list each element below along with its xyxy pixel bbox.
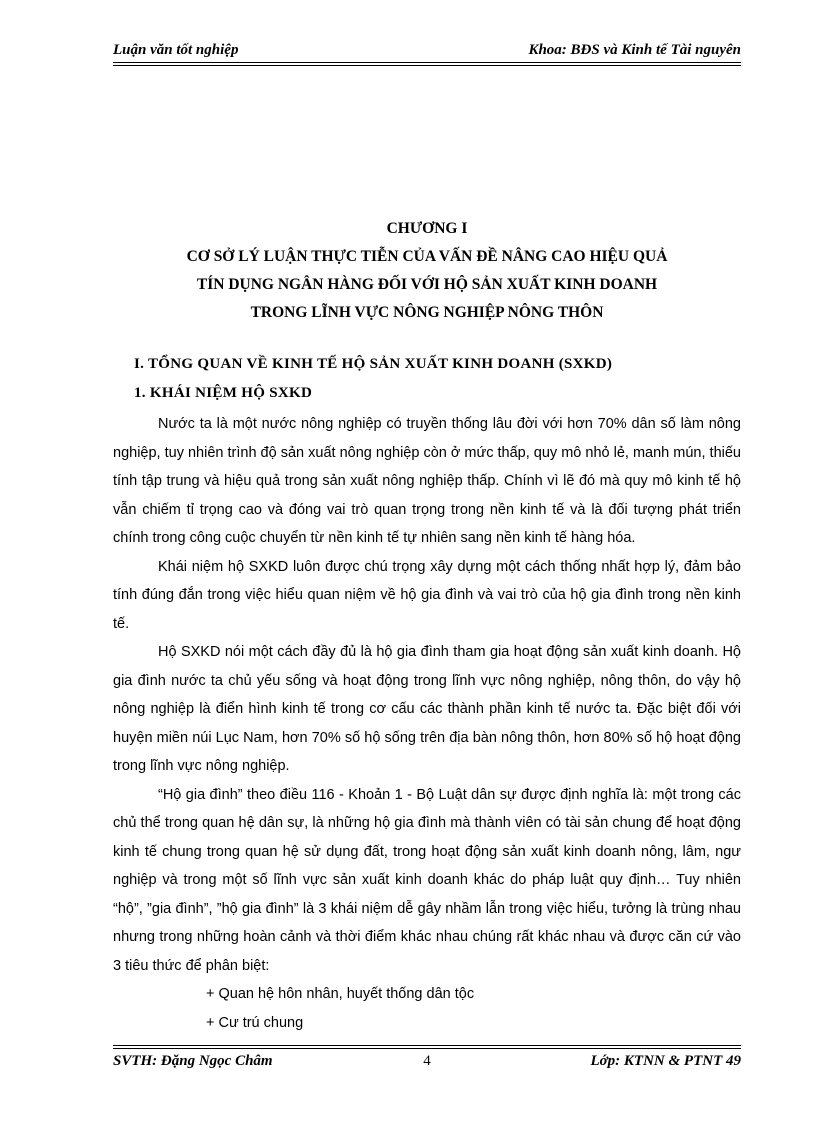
footer-left-text: SVTH: Đặng Ngọc Châm [113,1053,273,1069]
chapter-number: CHƯƠNG I [386,220,468,237]
header-left-text: Luận văn tốt nghiệp [113,42,239,58]
body-text [113,410,741,1037]
footer-rule [113,1045,741,1049]
chapter-title-line-3: TRONG LĨNH VỰC NÔNG NGHIỆP NÔNG THÔN [250,304,604,321]
page-number: 4 [423,1053,431,1069]
page-header [113,40,741,62]
chapter-title-line-1: CƠ SỞ LÝ LUẬN THỰC TIỄN CỦA VẤN ĐỀ NÂNG CAO HIỆU QUẢ [186,248,668,265]
list-item-1: + Quan hệ hôn nhân, huyết thống dân tộc [206,986,475,1002]
section-subheading: 1. KHÁI NIỆM HỘ SXKD [134,385,313,401]
chapter-title-line-2: TÍN DỤNG NGÂN HÀNG ĐỐI VỚI HỘ SẢN XUẤT KINH DOANH [196,276,658,293]
paragraph-3: Hộ SXKD nói một cách đầy đủ là hộ gia đình tham gia hoạt động sản xuất kinh doanh. Hộ gia đình nước ta chủ yếu sống và hoạt động trong lĩnh vực nông nghiệp, nông thôn, do vậy hộ nông nghiệp là điển hình kinh tế trong cơ cấu các thành phần kinh tế nước ta. Đặc biệt đối với huyện miền núi Lục Nam, hơn 70% số hộ sống trên địa bàn nông thôn, hơn 80% số hộ hoạt động trong lĩnh vực nông nghiệp. [113,644,741,774]
footer-right-text: Lớp: KTNN & PTNT 49 [590,1053,741,1069]
list-item-2: + Cư trú chung [206,1014,304,1031]
paragraph-1: Nước ta là một nước nông nghiệp có truyền thống lâu đời với hơn 70% dân số làm nông nghiệp, tuy nhiên trình độ sản xuất nông nghiệp còn ở mức thấp, quy mô nhỏ lẻ, manh mún, thiếu tính tập trung và hiệu quả trong sản xuất nông nghiệp thấp. Chính vì lẽ đó mà quy mô kinh tế hộ vẫn chiếm tỉ trọng cao và đóng vai trò quan trọng trong nền kinh tế và là đối tượng phát triển chính trong công cuộc chuyển từ nền kinh tế tự nhiên sang nền kinh tế hàng hóa. [113,416,741,546]
header-right-text: Khoa: BĐS và Kinh tế Tài nguyên [528,42,741,58]
header-rule [113,62,741,66]
section-heading: I. TỔNG QUAN VỀ KINH TẾ HỘ SẢN XUẤT KINH DOANH (SXKD) [134,356,613,372]
page-footer [113,1053,741,1075]
paragraph-4: “Hộ gia đình” theo điều 116 - Khoản 1 - Bộ Luật dân sự được định nghĩa là: một trong các chủ thể trong quan hệ dân sự, là những hộ gia đình mà thành viên có tài sản chung để hoạt động kinh tế chung trong quan hệ sử dụng đất, trong hoạt động sản xuất kinh doanh nông, lâm, ngư nghiệp và trong một số lĩnh vực sản xuất kinh doanh khác do pháp luật quy định… Tuy nhiên “hộ”, ”gia đình”, ”hộ gia đình” là 3 khái niệm dễ gây nhầm lẫn trong việc hiểu, tưởng là trùng nhau nhưng trong những hoàn cảnh và thời điểm khác nhau chúng rất khác nhau và được căn cứ vào 3 tiêu thức để phân biệt: [113,786,741,974]
paragraph-2: Khái niệm hộ SXKD luôn được chú trọng xây dựng một cách thống nhất hợp lý, đảm bảo tính đúng đắn trong việc hiểu quan niệm về hộ gia đình và vai trò của hộ gia đình trong nền kinh tế. [113,558,741,632]
